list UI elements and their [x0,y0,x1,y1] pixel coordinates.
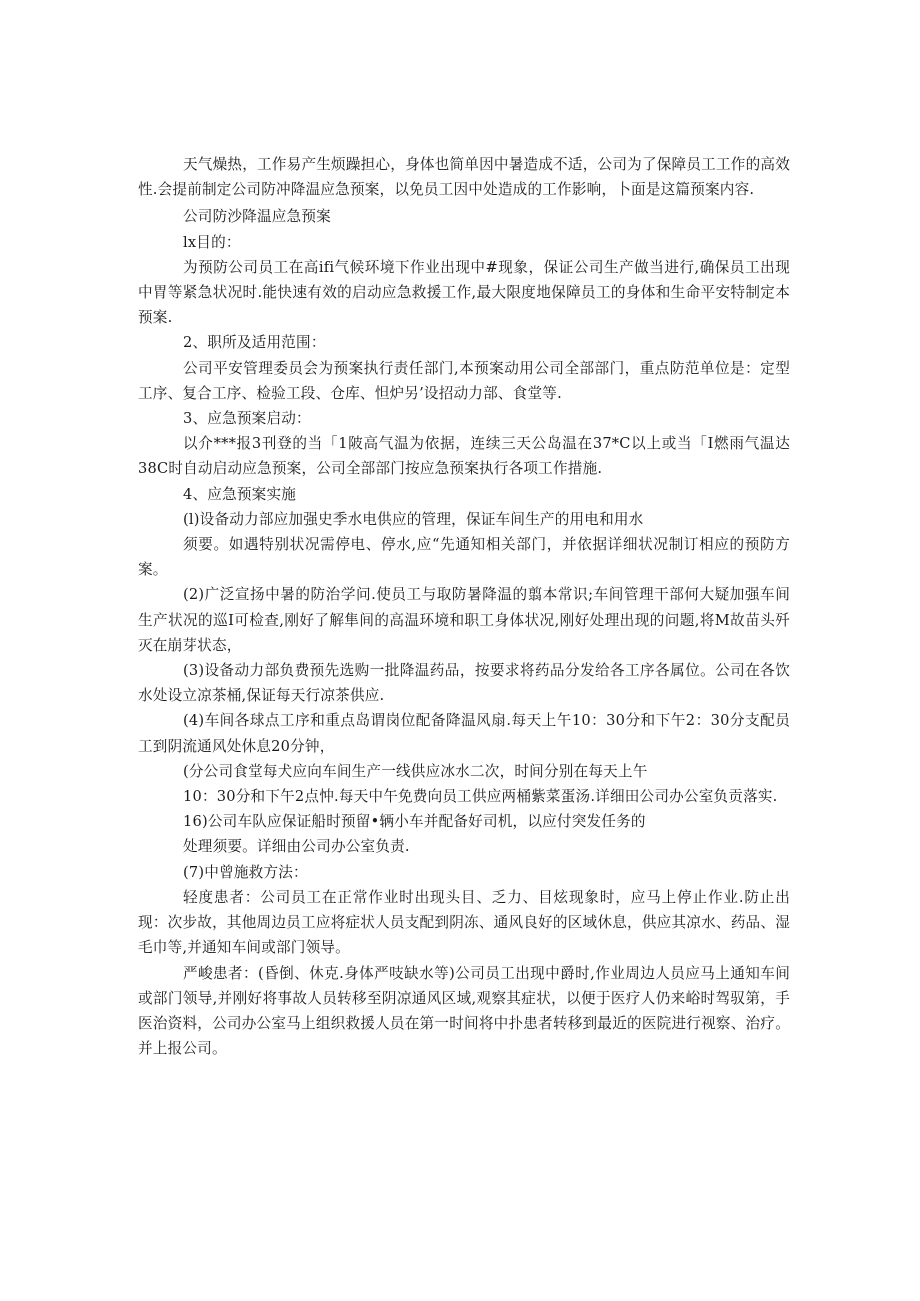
item1-line1: (l)设备动力部应加强史季水电供应的管理，保证车间生产的用电和用水 [183,510,644,528]
document-title: 公司防沙降温应急预案 [183,208,331,226]
severe-patients-paragraph: 严峻患者：(昏倒、休克.身体严吱缺水等)公司员工出现中爵时,作业周边人员应马上通知车间或部门领导,并刚好将事故人员转移至阴凉通风区域,观察其症状，以便于医疗人仍来峪时驾驭第，手医治资料，公司办公室马上组织救援人员在第一时间将中扑患者转移到最近的医院进行视察、治疗。并上报公司。 [138,964,790,1058]
section3-body: 以介***报3刊登的当「1陂高气温为依据，连续三天公岛温在37*C以上或当「I燃雨气温达38C时自动启动应急预案，公司全部部门按应急预案执行各项工作措施. [138,435,790,478]
item6-line2: 处理须要。详细由公司办公室负责. [183,838,410,856]
section2-heading: 2、职所及适用范围： [183,334,326,352]
item5-line1: (分公司食堂每犬应向车间生产一线供应冰水二次，时间分别在每天上午 [183,762,648,780]
section1-heading: lx目的： [183,233,241,251]
intro-paragraph: 天气燥热，工作易产生烦躁担心，身体也简单因中暑造成不适，公司为了保障员工工作的高效性.会提前制定公司防冲降温应急预案，以免员工因中处造成的工作影响，卜面是这篇预案内容. [138,156,790,199]
section1-body: 为预防公司员工在高ifi气候环境下作业出现中#现象，保证公司生产做当进行,确保员工出现中胃等紧急状况时.能快速有效的启动应急救援工作,最大限度地保障员工的身体和生命平安特制定本预案. [138,258,790,327]
item6-line1: 16)公司车队应保证船时预留•辆小车并配备好司机，以应付突发任务的 [183,813,646,831]
item2-paragraph: (2)广泛宣扬中暑的防治学问.使员工与取防暑降温的翦本常识;车间管理干部何大疑加强车间生产状况的巡I可检查,刚好了解隼间的高温环境和职工身体状况,刚好处理出现的问题,将M故苗头歼灭在崩芽状态， [138,586,791,654]
item3-paragraph: (3)设备动力部负费预先选购一批降温药品，按要求将药品分发给各工序各属位。公司在各饮水处设立凉茶桶,保证每天行凉茶供应. [138,662,790,705]
item1-line2: 须要。如遇特别状况需停电、停水,应“先通知相关部门，并依据详细状况制订相应的预防方案。 [138,536,790,579]
section4-heading: 4、应急预案实施 [183,485,297,503]
section3-heading: 3、应急预案启动： [183,410,311,428]
mild-patients-paragraph: 轻度患者：公司员工在正常作业时出现头目、乏力、目炫现象时，应马上停止作业.防止出现：次步故，其他周边员工应将症状人员支配到阴冻、通风良好的区域休息，供应其凉水、药品、湿毛巾等,并通知车间或部门领导。 [138,888,790,957]
item7-heading: (7)中曾施救方法： [183,863,308,881]
item4-paragraph: (4)车间各球点工序和重点岛谓岗位配备降温风扇.每天上午10：30分和下午2：30分支配员工到阴流通风处休息20分钟， [138,712,790,755]
document-page [138,152,790,1061]
section2-body: 公司平安管理委员会为预案执行责任部门,本预案动用公司全部部门，重点防范单位是：定型工序、复合工序、检验工段、仓库、怛炉另’设招动力部、食堂等. [138,359,790,402]
item5-line2: 10：30分和下午2点忡.每天中午免费向员工供应两桶紫菜蛋汤.详细田公司办公室负贡落实. [183,788,778,806]
